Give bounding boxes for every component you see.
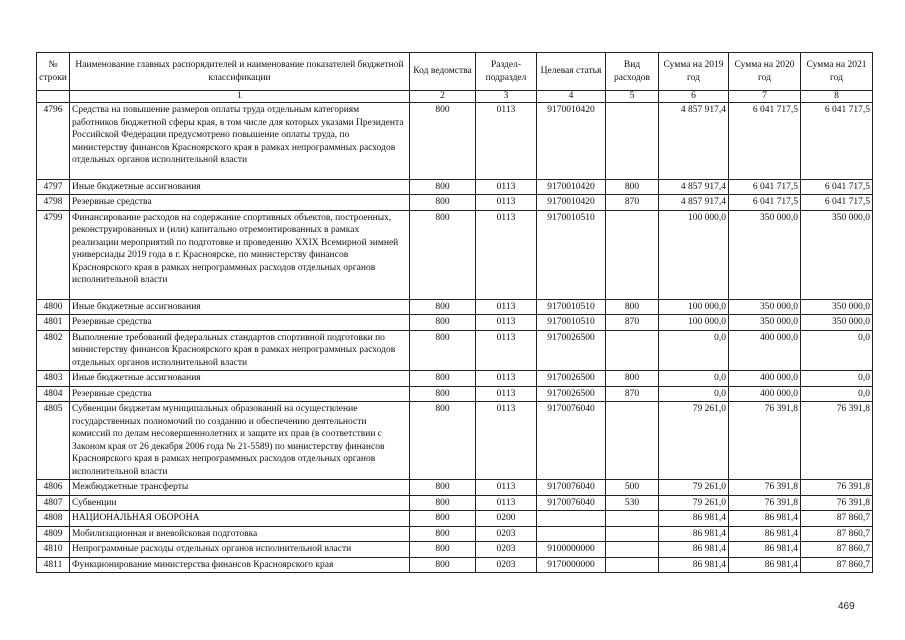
row-ved: 800 [410, 542, 476, 558]
row-sum-2021: 6 041 717,5 [801, 179, 873, 195]
row-number: 4799 [37, 210, 70, 299]
row-name: Резервные средства [70, 195, 410, 211]
row-number: 4807 [37, 495, 70, 511]
row-cel: 9170010510 [537, 315, 606, 331]
header-sum-2021: Сумма на 2021 год [801, 53, 873, 91]
row-name: Мобилизационная и вневойсковая подготовка [70, 526, 410, 542]
table-row [37, 299, 873, 315]
colnum: 3 [476, 91, 537, 103]
row-ved: 800 [410, 195, 476, 211]
table-row [37, 195, 873, 211]
header-name: Наименование главных распорядителей и наименование показателей бюджетной классификации [70, 53, 410, 91]
row-razdel: 0203 [476, 542, 537, 558]
row-vid [606, 557, 659, 573]
row-name: Выполнение требований федеральных стандартов спортивной подготовки по министерству финансов Красноярского края в рамках непрограммных расходов отдельных органов исполнительной власти [70, 330, 410, 371]
row-ved: 800 [410, 511, 476, 527]
row-sum-2019: 86 981,4 [659, 542, 729, 558]
row-number: 4809 [37, 526, 70, 542]
row-sum-2021: 0,0 [801, 330, 873, 371]
colnum: 4 [537, 91, 606, 103]
colnum: 6 [659, 91, 729, 103]
row-sum-2021: 6 041 717,5 [801, 195, 873, 211]
row-name: Иные бюджетные ассигнования [70, 179, 410, 195]
colnum: 2 [410, 91, 476, 103]
table-row [37, 386, 873, 402]
row-razdel: 0200 [476, 511, 537, 527]
row-name: Резервные средства [70, 386, 410, 402]
header-vid: Вид расходов [606, 53, 659, 91]
row-ved: 800 [410, 371, 476, 387]
row-cel: 9170076040 [537, 480, 606, 496]
row-vid [606, 210, 659, 299]
row-number: 4796 [37, 103, 70, 180]
row-razdel: 0113 [476, 195, 537, 211]
row-vid: 800 [606, 371, 659, 387]
row-vid [606, 103, 659, 180]
row-number: 4811 [37, 557, 70, 573]
row-cel: 9170076040 [537, 495, 606, 511]
row-vid: 870 [606, 195, 659, 211]
row-sum-2019: 86 981,4 [659, 511, 729, 527]
row-sum-2019: 79 261,0 [659, 402, 729, 480]
header-sum-2020: Сумма на 2020 год [729, 53, 801, 91]
row-sum-2019: 86 981,4 [659, 526, 729, 542]
row-cel: 9170010420 [537, 195, 606, 211]
row-vid [606, 330, 659, 371]
row-sum-2020: 400 000,0 [729, 371, 801, 387]
row-vid: 870 [606, 315, 659, 331]
row-sum-2019: 100 000,0 [659, 315, 729, 331]
page-number: 469 [838, 601, 855, 612]
row-vid [606, 526, 659, 542]
row-sum-2021: 350 000,0 [801, 299, 873, 315]
row-sum-2020: 76 391,8 [729, 402, 801, 480]
row-name: Иные бюджетные ассигнования [70, 299, 410, 315]
row-name: Резервные средства [70, 315, 410, 331]
row-number: 4806 [37, 480, 70, 496]
row-number: 4808 [37, 511, 70, 527]
row-number: 4801 [37, 315, 70, 331]
row-sum-2021: 87 860,7 [801, 526, 873, 542]
row-sum-2019: 4 857 917,4 [659, 103, 729, 180]
table-row [37, 480, 873, 496]
row-cel: 9170076040 [537, 402, 606, 480]
row-vid [606, 511, 659, 527]
colnum: 5 [606, 91, 659, 103]
header-ved: Код ведомства [410, 53, 476, 91]
row-cel: 9170010510 [537, 299, 606, 315]
row-razdel: 0113 [476, 315, 537, 331]
row-name: Субвенции [70, 495, 410, 511]
row-sum-2021: 350 000,0 [801, 210, 873, 299]
row-sum-2019: 4 857 917,4 [659, 195, 729, 211]
row-cel [537, 511, 606, 527]
row-sum-2019: 100 000,0 [659, 299, 729, 315]
header-cel: Целевая статья [537, 53, 606, 91]
row-sum-2019: 0,0 [659, 386, 729, 402]
row-name: НАЦИОНАЛЬНАЯ ОБОРОНА [70, 511, 410, 527]
row-vid [606, 402, 659, 480]
row-number: 4810 [37, 542, 70, 558]
header-razdel: Раздел-подраздел [476, 53, 537, 91]
row-sum-2020: 400 000,0 [729, 386, 801, 402]
colnum: 8 [801, 91, 873, 103]
row-ved: 800 [410, 179, 476, 195]
row-sum-2020: 86 981,4 [729, 526, 801, 542]
table-row [37, 495, 873, 511]
row-vid: 800 [606, 299, 659, 315]
row-sum-2021: 87 860,7 [801, 557, 873, 573]
row-cel: 9170000000 [537, 557, 606, 573]
budget-table-sheet [36, 52, 873, 573]
row-cel: 9100000000 [537, 542, 606, 558]
row-name: Иные бюджетные ассигнования [70, 371, 410, 387]
row-sum-2019: 0,0 [659, 330, 729, 371]
row-sum-2020: 400 000,0 [729, 330, 801, 371]
row-razdel: 0113 [476, 210, 537, 299]
row-razdel: 0113 [476, 299, 537, 315]
row-ved: 800 [410, 103, 476, 180]
table-row [37, 179, 873, 195]
table-row [37, 526, 873, 542]
colnum: 1 [70, 91, 410, 103]
row-razdel: 0113 [476, 179, 537, 195]
row-name: Межбюджетные трансферты [70, 480, 410, 496]
colnum: 7 [729, 91, 801, 103]
row-sum-2020: 350 000,0 [729, 315, 801, 331]
row-cel: 9170026500 [537, 386, 606, 402]
table-row [37, 542, 873, 558]
row-name: Функционирование министерства финансов Красноярского края [70, 557, 410, 573]
row-sum-2021: 6 041 717,5 [801, 103, 873, 180]
row-razdel: 0113 [476, 330, 537, 371]
table-row [37, 511, 873, 527]
row-vid [606, 542, 659, 558]
row-sum-2021: 87 860,7 [801, 542, 873, 558]
row-ved: 800 [410, 299, 476, 315]
row-cel: 9170026500 [537, 371, 606, 387]
row-sum-2019: 86 981,4 [659, 557, 729, 573]
row-sum-2020: 350 000,0 [729, 299, 801, 315]
row-ved: 800 [410, 330, 476, 371]
row-ved: 800 [410, 210, 476, 299]
row-razdel: 0113 [476, 103, 537, 180]
table-header-row [37, 53, 873, 91]
row-name: Непрограммные расходы отдельных органов исполнительной власти [70, 542, 410, 558]
row-sum-2019: 100 000,0 [659, 210, 729, 299]
row-sum-2020: 6 041 717,5 [729, 195, 801, 211]
row-cel [537, 526, 606, 542]
row-ved: 800 [410, 495, 476, 511]
table-row [37, 330, 873, 371]
row-ved: 800 [410, 557, 476, 573]
row-name: Финансирование расходов на содержание спортивных объектов, построенных, реконструированных и (или) капитально отремонтированных в рамках реализации мероприятий по подготовке и проведению XXIX Всемирной зимней универсиады 2019 года в г. Красноярске, по министерству финансов Красноярского края в рамках непрограммных расходов отдельных органов исполнительной власти [70, 210, 410, 299]
row-sum-2021: 0,0 [801, 386, 873, 402]
row-sum-2021: 87 860,7 [801, 511, 873, 527]
row-name: Субвенции бюджетам муниципальных образований на осуществление государственных полномочий по созданию и обеспечению деятельности комиссий по делам несовершеннолетних и защите их прав (в соответствии с Законом края от 26 декабря 2006 года № 21-5589) по министерству финансов Красноярского края в рамках непрограммных расходов отдельных органов исполнительной власти [70, 402, 410, 480]
table-row [37, 315, 873, 331]
row-ved: 800 [410, 526, 476, 542]
row-number: 4797 [37, 179, 70, 195]
row-razdel: 0113 [476, 495, 537, 511]
row-cel: 9170010420 [537, 179, 606, 195]
row-sum-2020: 86 981,4 [729, 557, 801, 573]
row-razdel: 0113 [476, 386, 537, 402]
row-sum-2020: 6 041 717,5 [729, 103, 801, 180]
column-number-row [37, 91, 873, 103]
row-number: 4800 [37, 299, 70, 315]
row-sum-2020: 6 041 717,5 [729, 179, 801, 195]
row-vid: 800 [606, 179, 659, 195]
row-cel: 9170026500 [537, 330, 606, 371]
row-razdel: 0203 [476, 557, 537, 573]
row-sum-2020: 350 000,0 [729, 210, 801, 299]
row-ved: 800 [410, 402, 476, 480]
colnum-blank [37, 91, 70, 103]
header-row-number: № строки [37, 53, 70, 91]
row-sum-2021: 76 391,8 [801, 495, 873, 511]
row-cel: 9170010420 [537, 103, 606, 180]
row-ved: 800 [410, 386, 476, 402]
row-cel: 9170010510 [537, 210, 606, 299]
row-ved: 800 [410, 480, 476, 496]
table-row [37, 557, 873, 573]
row-vid: 530 [606, 495, 659, 511]
row-sum-2020: 86 981,4 [729, 542, 801, 558]
row-number: 4805 [37, 402, 70, 480]
row-sum-2019: 79 261,0 [659, 495, 729, 511]
budget-table [36, 52, 873, 573]
row-sum-2021: 76 391,8 [801, 480, 873, 496]
row-sum-2021: 0,0 [801, 371, 873, 387]
row-sum-2019: 4 857 917,4 [659, 179, 729, 195]
table-row [37, 371, 873, 387]
row-sum-2021: 350 000,0 [801, 315, 873, 331]
row-sum-2019: 79 261,0 [659, 480, 729, 496]
row-razdel: 0113 [476, 480, 537, 496]
row-vid: 870 [606, 386, 659, 402]
row-number: 4803 [37, 371, 70, 387]
row-sum-2020: 86 981,4 [729, 511, 801, 527]
table-row [37, 402, 873, 480]
row-sum-2021: 76 391,8 [801, 402, 873, 480]
row-number: 4802 [37, 330, 70, 371]
row-ved: 800 [410, 315, 476, 331]
table-row [37, 103, 873, 180]
table-row [37, 210, 873, 299]
row-sum-2020: 76 391,8 [729, 480, 801, 496]
row-vid: 500 [606, 480, 659, 496]
row-razdel: 0113 [476, 371, 537, 387]
row-razdel: 0203 [476, 526, 537, 542]
row-razdel: 0113 [476, 402, 537, 480]
row-name: Средства на повышение размеров оплаты труда отдельным категориям работников бюджетной сферы края, в том числе для которых указами Президента Российской Федерации предусмотрено повышение оплаты труда, по министерству финансов Красноярского края в рамках непрограммных расходов отдельных органов исполнительной власти [70, 103, 410, 180]
row-number: 4798 [37, 195, 70, 211]
row-sum-2020: 76 391,8 [729, 495, 801, 511]
row-number: 4804 [37, 386, 70, 402]
header-sum-2019: Сумма на 2019 год [659, 53, 729, 91]
row-sum-2019: 0,0 [659, 371, 729, 387]
